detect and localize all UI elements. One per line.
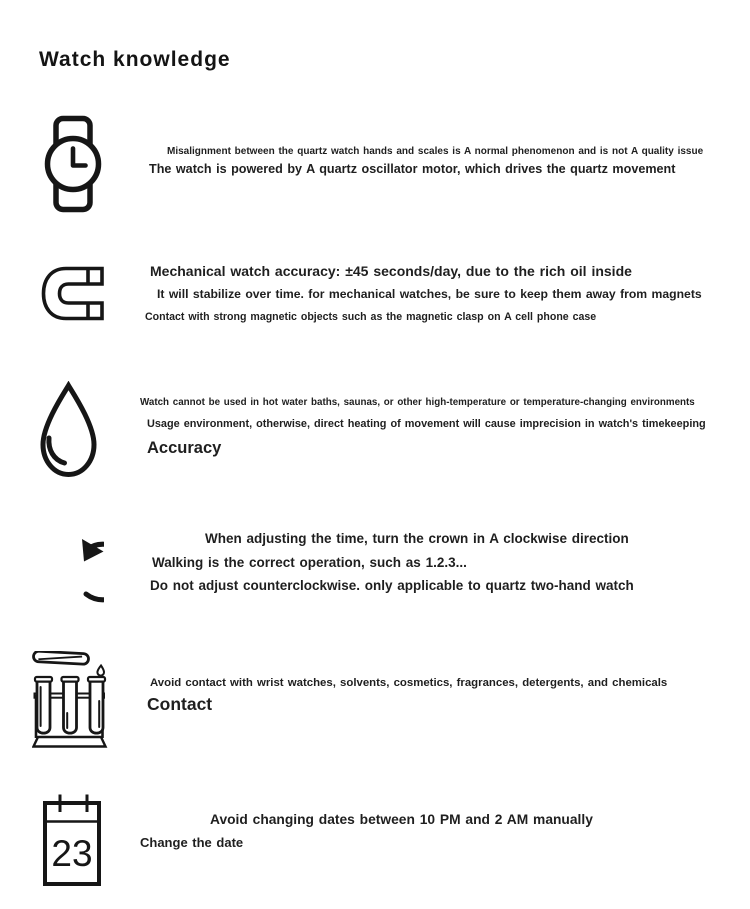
calendar-icon [41, 793, 103, 888]
date-main-line: Avoid changing dates between 10 PM and 2 AM manually [210, 812, 593, 827]
date-sub-line: Change the date [140, 835, 244, 850]
chemicals-heading: Contact [147, 694, 213, 714]
quartz-main-line: The watch is powered by A quartz oscillator motor, which drives the quartz movement [149, 162, 676, 176]
chemicals-note-line: Avoid contact with wrist watches, solvents, cosmetics, fragrances, detergents, and chemicals [150, 677, 668, 689]
magnet-icon [40, 265, 105, 322]
temperature-sub-line: Usage environment, otherwise, direct heating of movement will cause imprecision in watch's timekeeping [147, 418, 706, 430]
magnet-main-line: Mechanical watch accuracy: ±45 seconds/day, due to the rich oil inside [150, 263, 632, 279]
magnet-note-line: Contact with strong magnetic objects such as the magnetic clasp on A cell phone case [145, 311, 597, 323]
temperature-heading: Accuracy [147, 439, 222, 457]
page-title: Watch knowledge [39, 48, 231, 72]
adjust-main-line: When adjusting the time, turn the crown in A clockwise direction [205, 531, 629, 546]
adjust-sub-line: Walking is the correct operation, such as 1.2.3... [152, 555, 467, 570]
wristwatch-icon [42, 115, 104, 214]
magnet-sub-line: It will stabilize over time. for mechanical watches, be sure to keep them away from magnets [157, 287, 702, 301]
water-drop-icon [38, 381, 99, 480]
quartz-note-line: Misalignment between the quartz watch hands and scales is A normal phenomenon and is not A quality issue [167, 146, 704, 157]
test-tubes-icon [32, 651, 108, 749]
calendar-day-number: 23 [51, 833, 93, 874]
clockwise-arrow-icon [40, 527, 104, 609]
adjust-note-line: Do not adjust counterclockwise. only applicable to quartz two-hand watch [150, 578, 634, 593]
temperature-note-line: Watch cannot be used in hot water baths, saunas, or other high-temperature or temperature-changing environments [140, 397, 695, 408]
